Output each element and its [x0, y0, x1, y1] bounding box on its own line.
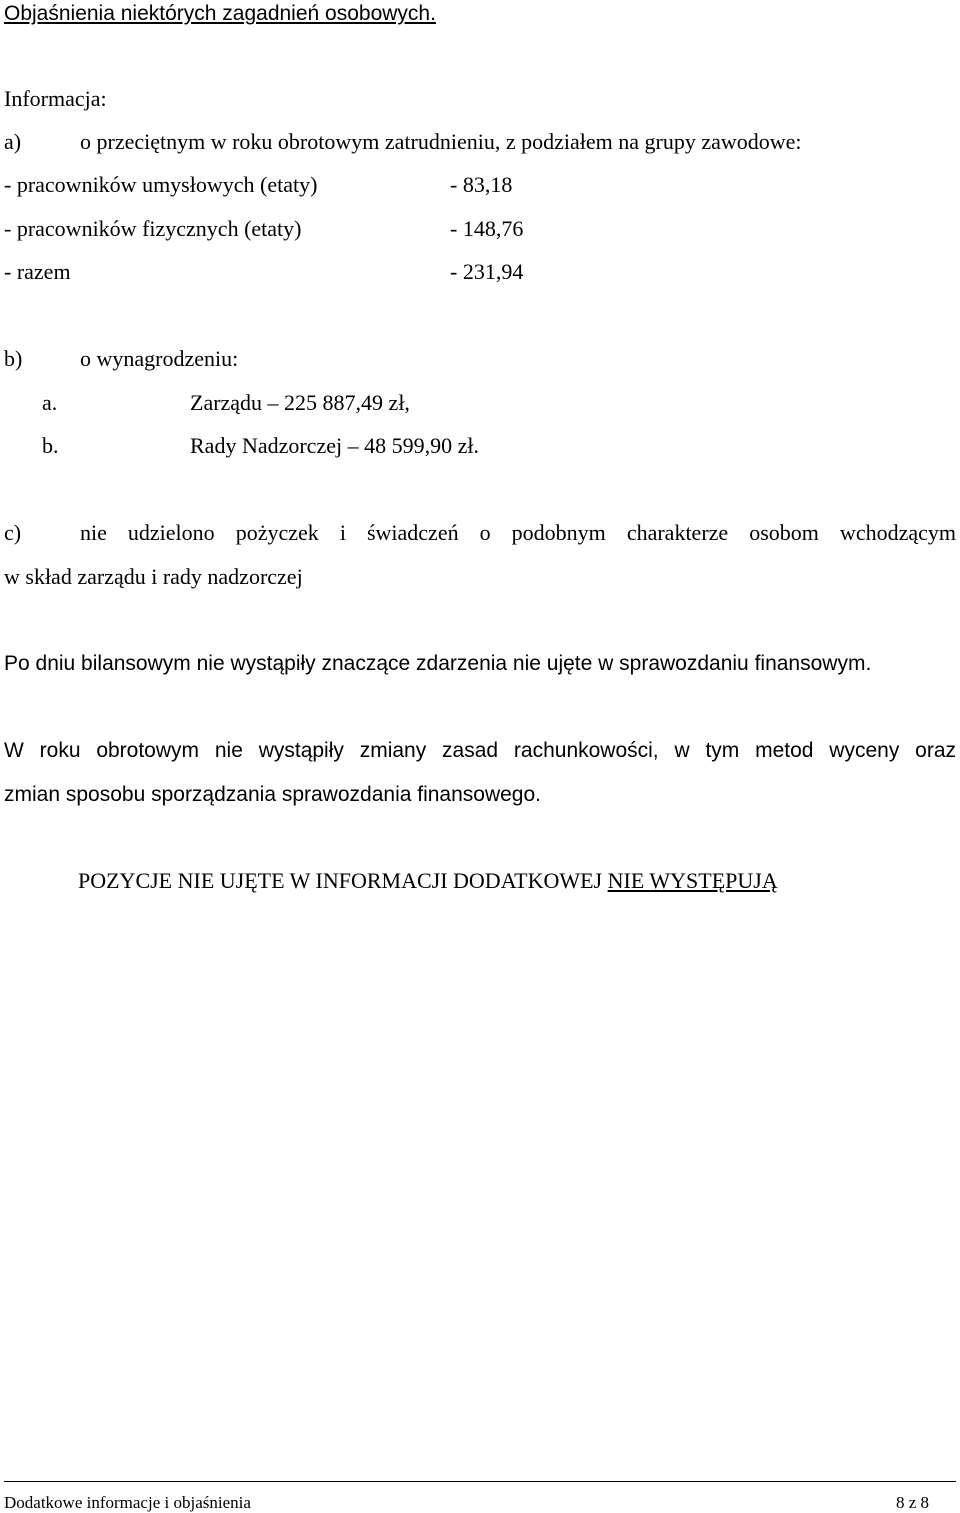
- closing-text: POZYCJE NIE UJĘTE W INFORMACJI DODATKOWEJ: [78, 868, 603, 893]
- footer-page-number: 8 z 8: [895, 1493, 929, 1512]
- remuneration-text: o wynagrodzeniu:: [80, 346, 239, 371]
- remuneration-item-text: Rady Nadzorczej – 48 599,90 zł.: [190, 433, 479, 458]
- employment-marker: a): [4, 129, 22, 154]
- employment-row-value: - 231,94: [450, 259, 524, 284]
- closing-statement: [78, 870, 778, 892]
- policy-line-1: W roku obrotowym nie wystąpiły zmiany zasad rachunkowości, w tym metod wyceny oraz: [4, 739, 956, 762]
- footer-rule: [4, 1481, 956, 1482]
- events-text: Po dniu bilansowym nie wystąpiły znaczące zdarzenia nie ujęte w sprawozdaniu finansowym.: [4, 652, 872, 675]
- employment-text: o przeciętnym w roku obrotowym zatrudnieniu, z podziałem na grupy zawodowe:: [80, 129, 802, 154]
- info-label: Informacja:: [4, 86, 107, 111]
- section-heading: Objaśnienia niektórych zagadnień osobowych.: [4, 2, 436, 25]
- footer-title: Dodatkowe informacje i objaśnienia: [4, 1493, 251, 1512]
- employment-row-value: - 83,18: [450, 172, 513, 197]
- loans-line-2: w skład zarządu i rady nadzorczej: [4, 564, 303, 589]
- loans-marker: c): [4, 520, 22, 545]
- loans-line-1: nie udzielono pożyczek i świadczeń o podobnym charakterze osobom wchodzącym: [80, 520, 956, 545]
- employment-row-label: - pracowników umysłowych (etaty): [4, 172, 318, 197]
- employment-row-label: - pracowników fizycznych (etaty): [4, 216, 302, 241]
- policy-line-2: zmian sposobu sporządzania sprawozdania finansowego.: [4, 783, 541, 806]
- closing-emphasis: NIE WYSTĘPUJĄ: [607, 868, 778, 893]
- remuneration-item-marker: a.: [42, 390, 58, 415]
- remuneration-marker: b): [4, 346, 23, 371]
- remuneration-item-text: Zarządu – 225 887,49 zł,: [190, 390, 410, 415]
- employment-row-value: - 148,76: [450, 216, 524, 241]
- remuneration-item-marker: b.: [42, 433, 59, 458]
- employment-row-label: - razem: [4, 259, 71, 284]
